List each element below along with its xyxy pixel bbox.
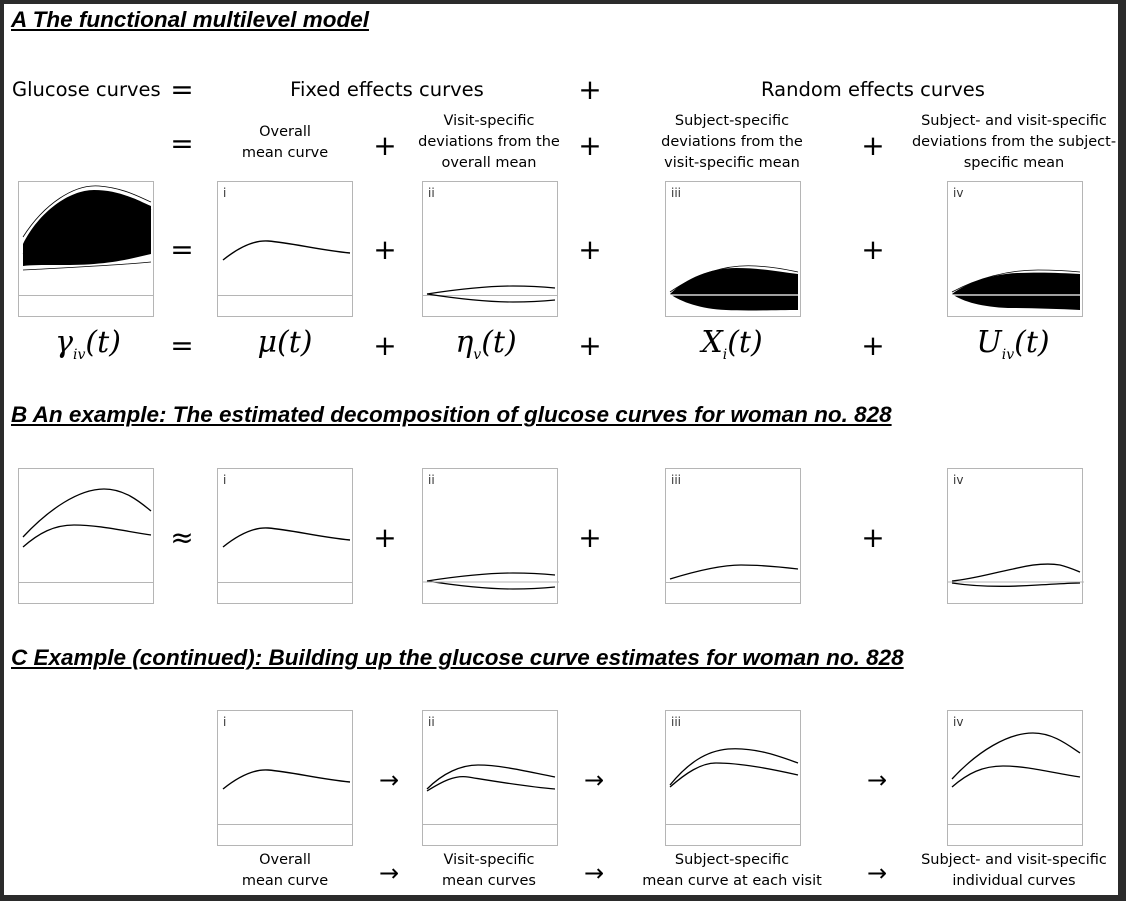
panel-b-i: i xyxy=(217,468,353,604)
arrow: → xyxy=(378,859,400,887)
panel-b-glucose xyxy=(18,468,154,604)
approx-sign: ≈ xyxy=(170,521,194,554)
panel-c-iv: iv xyxy=(947,710,1083,846)
visit-mean-caption-c: Visit-specific mean curves xyxy=(442,852,536,889)
panel-c-iii: iii xyxy=(665,710,801,846)
arrow: → xyxy=(378,766,400,794)
eta-term: $\eta_v(t)$ xyxy=(455,325,517,363)
overall-mean-curve xyxy=(218,469,354,605)
x-term: $X_i(t)$ xyxy=(701,325,763,363)
gamma-term: $\gamma_{iv}(t)$ xyxy=(55,325,121,363)
visit-deviation-curves xyxy=(423,469,559,605)
panel-c-ii: ii xyxy=(422,710,558,846)
arrow: → xyxy=(866,859,888,887)
overall-mean-curve xyxy=(218,182,354,318)
panel-a-i: i xyxy=(217,181,353,317)
individual-curves xyxy=(948,711,1084,847)
plus-sign: + xyxy=(578,129,602,162)
subject-deviation-band xyxy=(666,182,802,318)
subject-visit-deviation-caption: Subject- and visit-specific deviations from the subject- specific mean xyxy=(911,113,1117,171)
equals-sign: = xyxy=(170,73,194,106)
visit-deviation-curves xyxy=(423,182,559,318)
visit-mean-curves xyxy=(423,711,559,847)
plus-sign: + xyxy=(861,233,885,266)
panel-a-ii: ii xyxy=(422,181,558,317)
panel-b-iii: iii xyxy=(665,468,801,604)
plus-sign: + xyxy=(578,329,602,362)
subject-deviation-caption: Subject-specific deviations from the visit-specific mean xyxy=(661,113,803,171)
plus-sign: + xyxy=(578,73,602,106)
woman-828-curves xyxy=(19,469,155,605)
arrow: → xyxy=(583,859,605,887)
equals-sign: = xyxy=(170,233,194,266)
section-b-title: B An example: The estimated decomposition of glucose curves for woman no. 828 xyxy=(11,402,892,427)
plus-sign: + xyxy=(578,233,602,266)
plus-sign: + xyxy=(373,233,397,266)
subject-deviation-curve xyxy=(666,469,802,605)
subject-mean-curves xyxy=(666,711,802,847)
panel-a-iii: iii xyxy=(665,181,801,317)
overall-mean-caption: Overall mean curve xyxy=(241,124,329,161)
glucose-curves-band xyxy=(19,182,155,318)
subject-mean-caption-c: Subject-specific mean curve at each visit xyxy=(642,852,822,889)
section-c-title: C Example (continued): Building up the glucose curve estimates for woman no. 828 xyxy=(11,645,904,670)
plus-sign: + xyxy=(373,521,397,554)
plus-sign: + xyxy=(373,329,397,362)
arrow: → xyxy=(583,766,605,794)
panel-a-glucose xyxy=(18,181,154,317)
equals-sign: = xyxy=(170,127,194,160)
plus-sign: + xyxy=(578,521,602,554)
section-a-title: A The functional multilevel model xyxy=(11,7,369,32)
visit-deviation-caption: Visit-specific deviations from the overall mean xyxy=(418,113,560,171)
panel-b-iv: iv xyxy=(947,468,1083,604)
equals-sign: = xyxy=(170,329,194,362)
fixed-effects-label: Fixed effects curves xyxy=(290,78,484,101)
mu-term: μ(t) xyxy=(257,325,313,360)
arrow: → xyxy=(866,766,888,794)
plus-sign: + xyxy=(861,521,885,554)
plus-sign: + xyxy=(861,129,885,162)
glucose-curves-label: Glucose curves xyxy=(12,78,161,101)
figure-canvas xyxy=(4,4,1118,895)
random-effects-label: Random effects curves xyxy=(761,78,985,101)
panel-b-ii: ii xyxy=(422,468,558,604)
subject-visit-deviation-curves xyxy=(948,469,1084,605)
panel-a-iv: iv xyxy=(947,181,1083,317)
subject-visit-deviation-band xyxy=(948,182,1084,318)
overall-mean-curve xyxy=(218,711,354,847)
plus-sign: + xyxy=(861,329,885,362)
overall-mean-caption-c: Overall mean curve xyxy=(241,852,329,889)
panel-c-i: i xyxy=(217,710,353,846)
u-term: $U_{iv}(t)$ xyxy=(976,325,1050,363)
plus-sign: + xyxy=(373,129,397,162)
individual-caption-c: Subject- and visit-specific individual curves xyxy=(921,852,1107,889)
